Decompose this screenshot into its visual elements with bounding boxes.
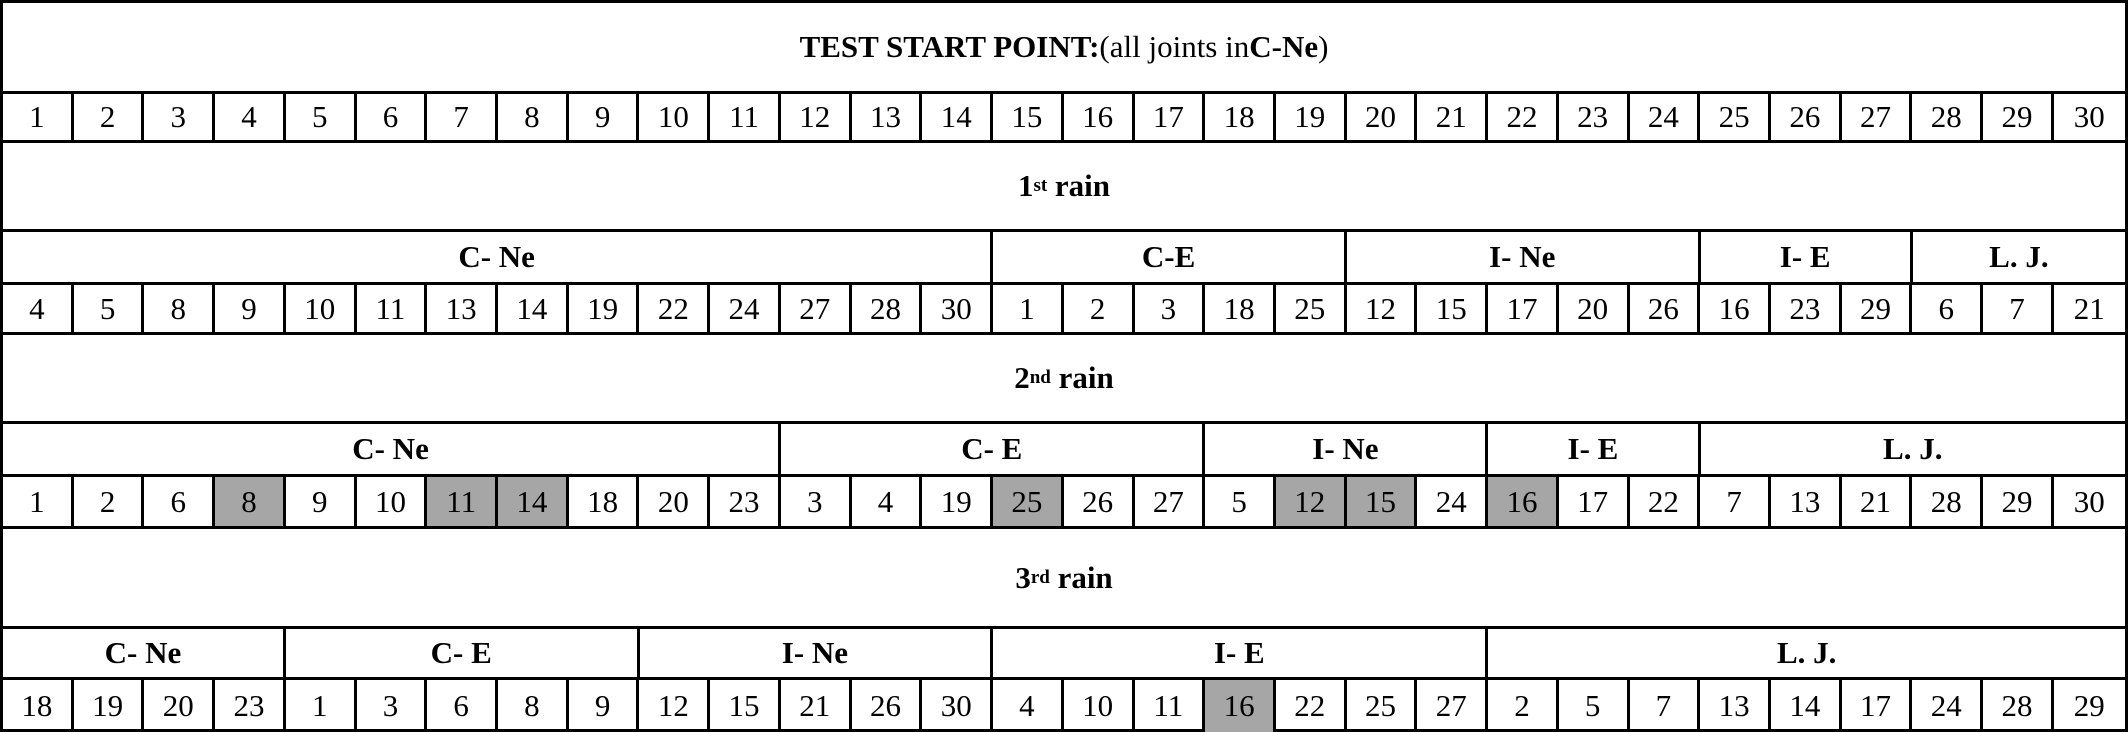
joint-cell: 12 xyxy=(639,680,710,732)
group-header: C- E xyxy=(781,424,1205,474)
rain-2-banner: 2 nd rain xyxy=(3,335,2125,424)
rain-3-joints-row xyxy=(3,680,2125,732)
joint-cell: 3 xyxy=(357,680,428,732)
group-header: C- Ne xyxy=(3,629,286,677)
joint-cell: 12 xyxy=(781,94,852,140)
group-header: I- E xyxy=(1488,424,1700,474)
joint-cell: 19 xyxy=(569,285,640,332)
rain-1-joints-row xyxy=(3,285,2125,335)
joint-cell: 11 xyxy=(357,285,428,332)
joint-cell: 24 xyxy=(1417,477,1488,526)
joint-cell: 29 xyxy=(2073,688,2105,723)
joint-cell: 29 xyxy=(1983,94,2054,140)
joint-cell-shaded: 16 xyxy=(1488,477,1559,526)
joint-cell: 11 xyxy=(1135,680,1206,732)
joint-cell: 23 xyxy=(215,680,286,732)
joint-cell: 15 xyxy=(710,680,781,732)
joint-cell-shaded: 25 xyxy=(993,477,1064,526)
joint-cell: 27 xyxy=(1842,94,1913,140)
joint-cell: 2 xyxy=(1488,680,1559,732)
joint-cell: 21 xyxy=(1842,477,1913,526)
joint-cell: 25 xyxy=(1276,285,1347,332)
rain-number: 1 xyxy=(1017,168,1034,203)
group-header: C- Ne xyxy=(3,232,993,282)
joint-cell: 4 xyxy=(852,477,923,526)
rain-1-banner: 1 st rain xyxy=(3,143,2125,232)
joint-cell: 18 xyxy=(1205,94,1276,140)
joint-cell: 30 xyxy=(2073,99,2105,134)
joint-cell: 16 xyxy=(1064,94,1135,140)
joint-cell: 9 xyxy=(215,285,286,332)
joint-cell: 7 xyxy=(1700,477,1771,526)
joint-cell: 28 xyxy=(1983,680,2054,732)
joint-cell: 6 xyxy=(144,477,215,526)
joint-cell: 26 xyxy=(1064,477,1135,526)
rain-word: rain xyxy=(1047,168,1111,203)
joint-cell-shaded: 8 xyxy=(215,477,286,526)
joint-cell: 18 xyxy=(3,680,74,732)
joint-cell: 26 xyxy=(852,680,923,732)
joint-cell: 19 xyxy=(74,680,145,732)
joint-cell: 4 xyxy=(993,680,1064,732)
joint-cell: 1 xyxy=(286,680,357,732)
joint-cell: 28 xyxy=(1912,477,1983,526)
group-header: L. J. xyxy=(1776,635,1837,670)
joint-cell: 9 xyxy=(569,680,640,732)
joint-cell: 22 xyxy=(1276,680,1347,732)
joint-cell-shaded: 16 xyxy=(1205,680,1276,732)
joint-cell: 20 xyxy=(639,477,710,526)
joint-cell: 13 xyxy=(427,285,498,332)
joint-cell: 17 xyxy=(1842,680,1913,732)
joint-cell: 18 xyxy=(569,477,640,526)
rain-1-group-header-row xyxy=(3,232,2125,285)
joint-cell: 24 xyxy=(1630,94,1701,140)
group-header: I- Ne xyxy=(1347,232,1701,282)
joint-cell: 15 xyxy=(993,94,1064,140)
joint-cell: 10 xyxy=(1064,680,1135,732)
group-header: I- Ne xyxy=(640,629,994,677)
joint-cell: 18 xyxy=(1205,285,1276,332)
joint-cell: 26 xyxy=(1771,94,1842,140)
joint-cell: 16 xyxy=(1700,285,1771,332)
joint-cell: 23 xyxy=(1771,285,1842,332)
joint-cell: 17 xyxy=(1488,285,1559,332)
group-header: I- E xyxy=(1701,232,1913,282)
table-title xyxy=(3,3,2125,94)
joint-cell: 20 xyxy=(1559,285,1630,332)
joint-cell: 22 xyxy=(639,285,710,332)
group-header: C- E xyxy=(286,629,640,677)
rain-3-banner: 3 rd rain xyxy=(3,529,2125,629)
start-joints-row xyxy=(3,94,2125,143)
joint-cell: 24 xyxy=(710,285,781,332)
joint-cell: 19 xyxy=(922,477,993,526)
joint-cell: 29 xyxy=(1842,285,1913,332)
joint-cell: 14 xyxy=(922,94,993,140)
joint-cell: 9 xyxy=(286,477,357,526)
group-header: C-E xyxy=(993,232,1347,282)
joint-cell: 30 xyxy=(922,285,993,332)
rain-2-joints-row xyxy=(3,477,2125,529)
joint-cell: 3 xyxy=(1135,285,1206,332)
joint-cell: 19 xyxy=(1276,94,1347,140)
joint-cell: 30 xyxy=(2073,483,2105,519)
title-suffix: ) xyxy=(1318,29,1329,64)
joint-cell: 25 xyxy=(1347,680,1418,732)
joint-cell: 22 xyxy=(1630,477,1701,526)
joint-cell: 21 xyxy=(781,680,852,732)
joint-cell: 28 xyxy=(852,285,923,332)
joint-cell-shaded: 11 xyxy=(427,477,498,526)
joint-cell: 7 xyxy=(1630,680,1701,732)
joint-cell: 20 xyxy=(1347,94,1418,140)
group-header: L. J. xyxy=(1883,431,1943,466)
joint-cell: 5 xyxy=(1559,680,1630,732)
title-prefix: TEST START POINT: xyxy=(799,29,1100,64)
joint-cell: 8 xyxy=(498,680,569,732)
joint-cell-shaded: 14 xyxy=(498,477,569,526)
joint-cell: 8 xyxy=(144,285,215,332)
title-bold-term: C-Ne xyxy=(1249,29,1319,64)
joint-cell: 15 xyxy=(1417,285,1488,332)
joint-cell: 5 xyxy=(74,285,145,332)
title-middle: (all joints in xyxy=(1099,29,1250,64)
joint-cell: 22 xyxy=(1488,94,1559,140)
joint-cell: 6 xyxy=(1912,285,1983,332)
joint-cell: 24 xyxy=(1912,680,1983,732)
joint-cell: 5 xyxy=(1205,477,1276,526)
joint-cell: 14 xyxy=(498,285,569,332)
joint-cell: 1 xyxy=(993,285,1064,332)
joint-cell: 10 xyxy=(357,477,428,526)
joint-cell: 23 xyxy=(710,477,781,526)
joint-cell: 9 xyxy=(569,94,640,140)
joint-cell: 2 xyxy=(74,94,145,140)
rain-number: 2 xyxy=(1014,360,1030,395)
joint-cell: 7 xyxy=(1983,285,2054,332)
joint-cell: 17 xyxy=(1559,477,1630,526)
joint-cell: 1 xyxy=(3,477,74,526)
group-header: C- Ne xyxy=(3,424,781,474)
joint-cell: 3 xyxy=(144,94,215,140)
joint-cell: 26 xyxy=(1630,285,1701,332)
joint-cell: 27 xyxy=(1417,680,1488,732)
joint-cell: 13 xyxy=(1700,680,1771,732)
joint-cell: 2 xyxy=(1064,285,1135,332)
rain-word: rain xyxy=(1049,559,1113,595)
joint-cell: 21 xyxy=(1417,94,1488,140)
joint-cell: 4 xyxy=(215,94,286,140)
joint-cell: 17 xyxy=(1135,94,1206,140)
rain-word: rain xyxy=(1050,360,1114,395)
rain-3-group-header-row xyxy=(3,629,2125,680)
joint-cell: 7 xyxy=(427,94,498,140)
joint-cell: 2 xyxy=(74,477,145,526)
rain-number: 3 xyxy=(1015,559,1031,595)
joint-cell: 14 xyxy=(1771,680,1842,732)
joint-cell: 21 xyxy=(2073,290,2105,326)
joint-cell: 20 xyxy=(144,680,215,732)
joint-cell: 11 xyxy=(710,94,781,140)
joint-cell: 6 xyxy=(357,94,428,140)
joint-cell: 28 xyxy=(1912,94,1983,140)
joint-cell: 29 xyxy=(1983,477,2054,526)
joint-cell-shaded: 12 xyxy=(1276,477,1347,526)
joint-cell: 27 xyxy=(781,285,852,332)
joint-cell: 1 xyxy=(3,94,74,140)
joint-cell: 25 xyxy=(1700,94,1771,140)
group-header: I- Ne xyxy=(1205,424,1488,474)
joint-cell: 3 xyxy=(781,477,852,526)
joint-cell: 23 xyxy=(1559,94,1630,140)
joint-cell-shaded: 15 xyxy=(1347,477,1418,526)
rain-2-group-header-row xyxy=(3,424,2125,477)
joint-cell: 13 xyxy=(1771,477,1842,526)
group-header: I- E xyxy=(993,629,1488,677)
group-header: L. J. xyxy=(1989,239,2049,274)
joint-cell: 6 xyxy=(427,680,498,732)
joint-cell: 13 xyxy=(852,94,923,140)
joint-cell: 10 xyxy=(286,285,357,332)
joint-cell: 10 xyxy=(639,94,710,140)
joint-cell: 30 xyxy=(922,680,993,732)
joint-cell: 12 xyxy=(1347,285,1418,332)
joint-cell: 27 xyxy=(1135,477,1206,526)
joint-cell: 8 xyxy=(498,94,569,140)
joint-cell: 5 xyxy=(286,94,357,140)
joint-cell: 4 xyxy=(3,285,74,332)
